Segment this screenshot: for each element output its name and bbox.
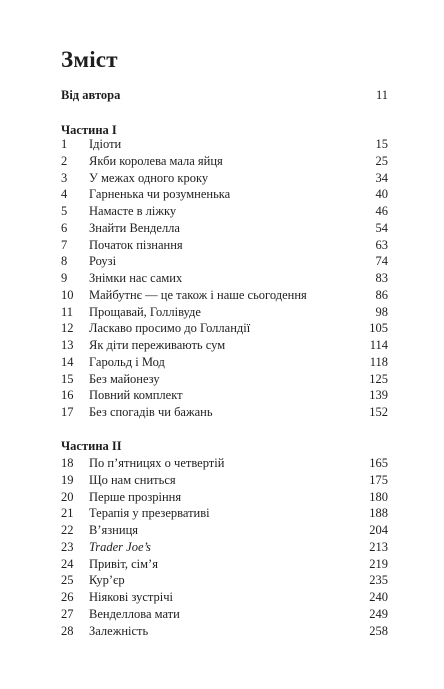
toc-chapter-row[interactable] <box>61 540 388 557</box>
chapter-title: Гарненька чи розумненька <box>89 187 231 202</box>
chapter-title: Перше прозріння <box>89 489 182 504</box>
chapter-page-number: 105 <box>369 321 388 336</box>
chapter-number: 5 <box>61 204 68 219</box>
chapter-page-number: 165 <box>369 456 388 470</box>
chapter-title: Майбутнє — це також і наше сьогодення <box>89 287 307 302</box>
chapter-number: 15 <box>61 371 74 386</box>
chapter-number: 24 <box>61 556 74 571</box>
part-1-chapter-list <box>61 137 388 422</box>
toc-chapter-row[interactable] <box>61 171 388 188</box>
chapter-number: 13 <box>61 338 74 353</box>
chapter-page-number: 54 <box>375 220 388 235</box>
chapter-title: Без спогадів чи бажань <box>89 405 213 420</box>
toc-chapter-row[interactable] <box>61 624 388 641</box>
toc-chapter-row[interactable] <box>61 523 388 540</box>
author-entry-label: Від автора <box>61 88 121 102</box>
part-2-title: Частина II <box>61 439 122 453</box>
toc-chapter-row[interactable] <box>61 372 388 389</box>
chapter-title: Trader Joe’s <box>89 539 151 554</box>
chapter-title: По п’ятницях о четвертій <box>89 456 225 470</box>
part-2-chapter-list <box>61 456 388 640</box>
chapter-page-number: 219 <box>369 556 388 571</box>
toc-chapter-row[interactable] <box>61 254 388 271</box>
chapter-page-number: 249 <box>369 606 388 621</box>
part-1-title: Частина I <box>61 123 117 137</box>
chapter-title: Знімки нас самих <box>89 271 183 286</box>
chapter-page-number: 86 <box>375 287 388 302</box>
chapter-number: 8 <box>61 254 68 269</box>
toc-chapter-row[interactable] <box>61 456 388 473</box>
chapter-title: Якби королева мала яйця <box>89 153 223 168</box>
chapter-number: 6 <box>61 220 68 235</box>
chapter-number: 21 <box>61 506 74 521</box>
chapter-page-number: 125 <box>369 371 388 386</box>
toc-chapter-row[interactable] <box>61 321 388 338</box>
chapter-title: Повний комплект <box>89 388 183 403</box>
chapter-number: 27 <box>61 606 74 621</box>
toc-chapter-row[interactable] <box>61 238 388 255</box>
chapter-title: Без майонезу <box>89 371 160 386</box>
chapter-number: 12 <box>61 321 74 336</box>
toc-chapter-row[interactable] <box>61 506 388 523</box>
toc-chapter-row[interactable] <box>61 204 388 221</box>
toc-chapter-row[interactable] <box>61 305 388 322</box>
chapter-page-number: 152 <box>369 405 388 420</box>
chapter-title: Гарольд і Мод <box>89 354 165 369</box>
chapter-number: 2 <box>61 153 68 168</box>
toc-entry-author[interactable] <box>61 88 388 104</box>
chapter-page-number: 188 <box>369 506 388 521</box>
chapter-page-number: 40 <box>375 187 388 202</box>
toc-chapter-row[interactable] <box>61 221 388 238</box>
chapter-title: Ідіоти <box>89 137 122 151</box>
chapter-number: 7 <box>61 237 68 252</box>
chapter-page-number: 114 <box>369 338 388 353</box>
chapter-number: 3 <box>61 170 68 185</box>
chapter-page-number: 98 <box>375 304 388 319</box>
chapter-title: Початок пізнання <box>89 237 183 252</box>
chapter-title: Привіт, сім’я <box>89 556 158 571</box>
chapter-page-number: 63 <box>375 237 388 252</box>
chapter-title: Як діти переживають сум <box>89 338 226 353</box>
chapter-number: 18 <box>61 456 74 470</box>
chapter-number: 10 <box>61 287 74 302</box>
toc-chapter-row[interactable] <box>61 355 388 372</box>
chapter-number: 20 <box>61 489 74 504</box>
chapter-number: 25 <box>61 573 74 588</box>
chapter-title: Кур’єр <box>89 573 125 588</box>
chapter-number: 19 <box>61 472 74 487</box>
chapter-title: В’язниця <box>89 523 139 538</box>
chapter-number: 16 <box>61 388 74 403</box>
chapter-page-number: 15 <box>375 137 388 151</box>
chapter-page-number: 235 <box>369 573 388 588</box>
chapter-page-number: 213 <box>369 539 388 554</box>
chapter-page-number: 118 <box>369 354 388 369</box>
chapter-number: 11 <box>61 304 74 319</box>
toc-chapter-row[interactable] <box>61 187 388 204</box>
toc-chapter-row[interactable] <box>61 607 388 624</box>
toc-chapter-row[interactable] <box>61 573 388 590</box>
chapter-page-number: 74 <box>375 254 388 269</box>
chapter-page-number: 139 <box>369 388 388 403</box>
chapter-page-number: 175 <box>369 472 388 487</box>
chapter-title: Терапія у презервативі <box>89 506 210 521</box>
chapter-number: 1 <box>61 137 68 151</box>
chapter-title: Роузі <box>89 254 117 269</box>
chapter-title: Ніякові зустрічі <box>89 590 174 605</box>
toc-chapter-row[interactable] <box>61 338 388 355</box>
chapter-number: 9 <box>61 271 68 286</box>
page-title: Зміст <box>61 47 118 72</box>
chapter-page-number: 34 <box>375 170 388 185</box>
chapter-title: Що нам сниться <box>89 472 176 487</box>
chapter-page-number: 204 <box>369 523 388 538</box>
toc-chapter-row[interactable] <box>61 154 388 171</box>
chapter-page-number: 83 <box>375 271 388 286</box>
author-entry-page: 11 <box>375 88 388 102</box>
toc-chapter-row[interactable] <box>61 288 388 305</box>
chapter-title: Залежність <box>89 623 149 638</box>
toc-chapter-row[interactable] <box>61 473 388 490</box>
toc-chapter-row[interactable] <box>61 271 388 288</box>
chapter-page-number: 258 <box>369 623 388 638</box>
chapter-page-number: 46 <box>375 204 388 219</box>
chapter-title: Знайти Венделла <box>89 220 180 235</box>
toc-chapter-row[interactable] <box>61 405 388 422</box>
chapter-number: 23 <box>61 539 74 554</box>
chapter-number: 4 <box>61 187 68 202</box>
toc-chapter-row[interactable] <box>61 137 388 154</box>
toc-chapter-row[interactable] <box>61 388 388 405</box>
chapter-number: 17 <box>61 405 74 420</box>
chapter-title: Намасте в ліжку <box>89 204 177 219</box>
chapter-number: 28 <box>61 623 74 638</box>
chapter-title: Прощавай, Голлівуде <box>89 304 201 319</box>
chapter-title: У межах одного кроку <box>89 170 209 185</box>
chapter-number: 22 <box>61 523 74 538</box>
toc-chapter-row[interactable] <box>61 557 388 574</box>
chapter-number: 26 <box>61 590 74 605</box>
chapter-number: 14 <box>61 354 74 369</box>
chapter-page-number: 180 <box>369 489 388 504</box>
chapter-title: Венделлова мати <box>89 606 180 621</box>
chapter-title: Ласкаво просимо до Голландії <box>89 321 251 336</box>
toc-chapter-row[interactable] <box>61 490 388 507</box>
chapter-page-number: 240 <box>369 590 388 605</box>
chapter-page-number: 25 <box>375 153 388 168</box>
toc-chapter-row[interactable] <box>61 590 388 607</box>
